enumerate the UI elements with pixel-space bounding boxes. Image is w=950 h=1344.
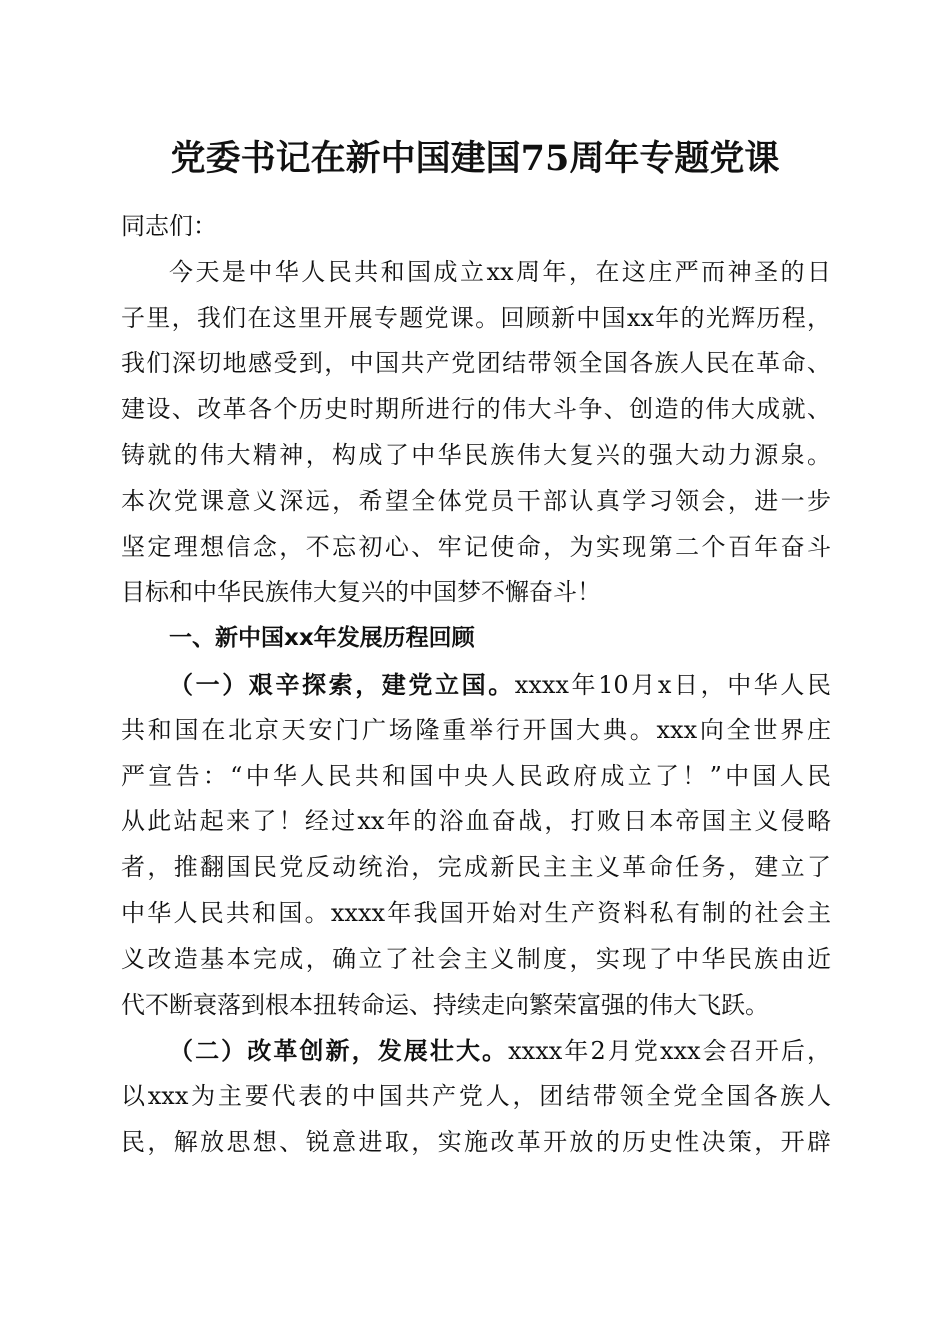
intro-paragraph: [121, 250, 831, 616]
paragraph-line: 坚定理想信念，不忘初心、牢记使命，为实现第二个百年奋斗: [121, 532, 831, 561]
section-heading: 一、新中国xx年发展历程回顾: [169, 625, 475, 652]
paragraph-line: 民，解放思想、锐意进取，实施改革开放的历史性决策，开辟: [121, 1127, 831, 1156]
paragraph-line: 铸就的伟大精神，构成了中华民族伟大复兴的强大动力源泉。: [121, 440, 831, 469]
paragraph-line: 者，推翻国民党反动统治，完成新民主主义革命任务，建立了: [121, 853, 831, 882]
paragraph-text: xxxx年2月党xxx会召开后，: [508, 1037, 832, 1066]
paragraph-line: 以xxx为主要代表的中国共产党人，团结带领全党全国各族人: [121, 1082, 831, 1111]
document-title: 党委书记在新中国建国75周年专题党课: [170, 138, 780, 179]
paragraph-line: 今天是中华人民共和国成立xx周年，在这庄严而神圣的日: [169, 257, 831, 286]
paragraph-line: 严宣告：“中华人民共和国中央人民政府成立了！”中国人民: [121, 761, 831, 790]
paragraph-line: 共和国在北京天安门广场隆重举行开国大典。xxx向全世界庄: [121, 715, 831, 744]
paragraph-line: 代不断衰落到根本扭转命运、持续走向繁荣富强的伟大飞跃。: [121, 990, 769, 1019]
paragraph-line: 中华人民共和国。xxxx年我国开始对生产资料私有制的社会主: [121, 898, 831, 927]
subsection-2-paragraph: [121, 1028, 831, 1165]
paragraph-text: xxxx年10月x日，中华人民: [514, 670, 832, 699]
paragraph-line: 义改造基本完成，确立了社会主义制度，实现了中华民族由近: [121, 944, 831, 973]
salutation: 同志们：: [121, 212, 217, 240]
paragraph-line: 建设、改革各个历史时期所进行的伟大斗争、创造的伟大成就、: [121, 395, 831, 424]
paragraph-line: [121, 662, 831, 708]
paragraph-line: 本次党课意义深远，希望全体党员干部认真学习领会，进一步: [121, 486, 831, 515]
paragraph-line: 从此站起来了！经过xx年的浴血奋战，打败日本帝国主义侵略: [121, 807, 831, 836]
paragraph-line: 子里，我们在这里开展专题党课。回顾新中国xx年的光辉历程，: [121, 303, 831, 332]
paragraph-line: 目标和中华民族伟大复兴的中国梦不懈奋斗！: [121, 578, 601, 607]
subsection-lead: （二）改革创新，发展壮大。: [169, 1036, 509, 1066]
paragraph-line: [121, 1028, 831, 1074]
document-body: [121, 204, 831, 1166]
subsection-lead: （一）艰辛探索，建党立国。: [169, 669, 515, 699]
subsection-1-paragraph: [121, 662, 831, 1028]
paragraph-line: 我们深切地感受到，中国共产党团结带领全国各族人民在革命、: [121, 349, 831, 378]
